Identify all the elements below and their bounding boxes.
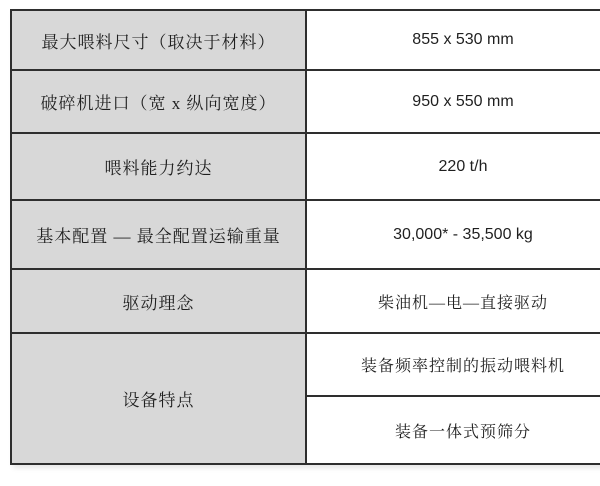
- table-row: [11, 133, 600, 200]
- table-row: [11, 333, 600, 396]
- table-row: [11, 269, 600, 333]
- spec-label-feed-capacity: 喂料能力约达: [11, 133, 306, 200]
- spec-label-crusher-inlet: 破碎机进口（宽 x 纵向宽度）: [11, 70, 306, 133]
- spec-value-feature-prescreen: 装备一体式预筛分: [306, 396, 600, 464]
- spec-value-transport-weight: 30,000* - 35,500 kg: [306, 200, 600, 269]
- spec-value-drive-concept: 柴油机—电—直接驱动: [306, 269, 600, 333]
- spec-label-transport-weight: 基本配置 — 最全配置运输重量: [11, 200, 306, 269]
- spec-table: [10, 9, 600, 465]
- table-row: [11, 200, 600, 269]
- table-row: [11, 10, 600, 70]
- spec-value-crusher-inlet: 950 x 550 mm: [306, 70, 600, 133]
- spec-label-drive-concept: 驱动理念: [11, 269, 306, 333]
- spec-label-equipment-features: 设备特点: [11, 333, 306, 464]
- spec-value-feature-vibrating-feeder: 装备频率控制的振动喂料机: [306, 333, 600, 396]
- table-row: [11, 70, 600, 133]
- spec-value-feed-capacity: 220 t/h: [306, 133, 600, 200]
- spec-label-max-feed-size: 最大喂料尺寸（取决于材料）: [11, 10, 306, 70]
- spec-value-max-feed-size: 855 x 530 mm: [306, 10, 600, 70]
